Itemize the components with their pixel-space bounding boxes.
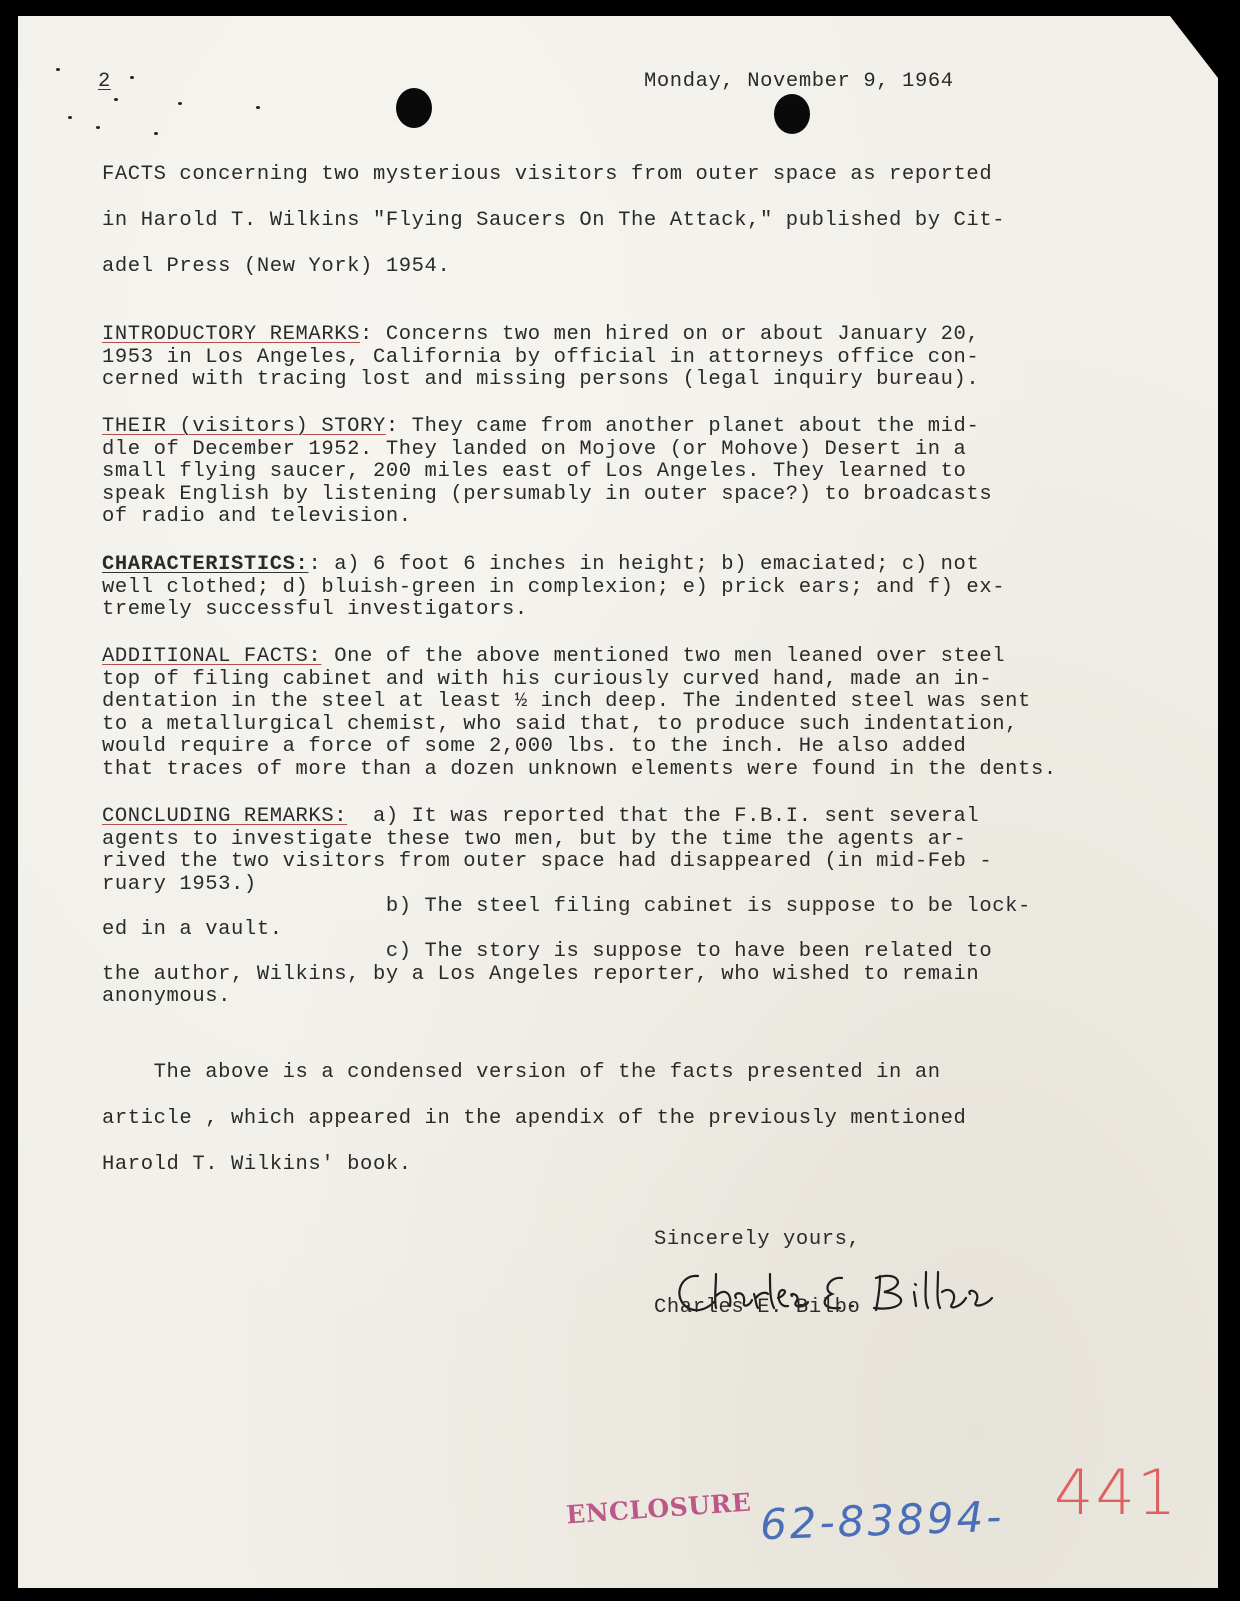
section-line: dentation in the steel at least ½ inch deep. The indented steel was sent (102, 690, 1031, 713)
speck (68, 116, 72, 119)
section-line: One of the above mentioned two men leaned over steel (321, 645, 1006, 668)
torn-corner (1170, 16, 1218, 78)
section-line: speak English by listening (persumably in outer space?) to broadcasts (102, 482, 993, 506)
section-line: agents to investigate these two men, but by the time the agents ar- (102, 827, 967, 851)
section-line: a) It was reported that the F.B.I. sent several (347, 805, 980, 828)
speck (178, 102, 182, 105)
page-number: 2 (98, 70, 111, 93)
section-line: : a) 6 foot 6 inches in height; b) emaciated; c) not (308, 553, 980, 576)
salutation: Sincerely yours, (654, 1228, 861, 1251)
section-line: the author, Wilkins, by a Los Angeles reporter, who wished to remain (102, 962, 980, 986)
intro-line: in Harold T. Wilkins "Flying Saucers On The Attack," published by Cit- (102, 209, 1006, 232)
section-line: b) The steel filing cabinet is suppose to be lock- (102, 895, 1031, 918)
section-heading: CHARACTERISTICS: (102, 553, 309, 576)
section-line: of radio and television. (102, 505, 412, 528)
file-number-handwritten: 62-83894- (759, 1491, 1006, 1550)
speck (154, 132, 158, 135)
punch-hole-right (774, 94, 810, 134)
speck (256, 106, 260, 109)
section-heading: THEIR (visitors) STORY (102, 415, 386, 438)
intro-line: adel Press (New York) 1954. (102, 255, 451, 278)
closing-line: article , which appeared in the apendix of the previously mentioned (102, 1107, 967, 1130)
punch-hole-left (396, 88, 432, 128)
typed-signature-name: Charles E. Bilbo (654, 1296, 861, 1319)
section-line: dle of December 1952. They landed on Mojove (or Mohove) Desert in a (102, 437, 967, 461)
section-introductory-remarks (102, 324, 979, 392)
closing-paragraph (102, 1050, 966, 1188)
letter-date: Monday, November 9, 1964 (644, 70, 954, 93)
section-additional-facts (102, 646, 1057, 781)
serial-number-handwritten: 441 (1054, 1456, 1179, 1529)
section-line: : Concerns two men hired on or about January 20, (360, 323, 980, 346)
section-characteristics (102, 554, 1005, 622)
section-line: c) The story is suppose to have been related to (102, 940, 993, 963)
intro-line: FACTS concerning two mysterious visitors from outer space as reported (102, 163, 993, 186)
section-line: well clothed; d) bluish-green in complexion; e) prick ears; and f) ex- (102, 575, 1006, 599)
section-line: anonymous. (102, 985, 232, 1008)
speck (114, 98, 118, 101)
closing-line: The above is a condensed version of the facts presented in an (102, 1061, 941, 1084)
section-concluding-remarks (102, 806, 1031, 1009)
section-line: ed in a vault. (102, 917, 283, 941)
closing-line: Harold T. Wilkins' book. (102, 1153, 412, 1176)
section-line: tremely successful investigators. (102, 598, 528, 621)
section-line: 1953 in Los Angeles, California by official in attorneys office con- (102, 345, 980, 369)
section-line: would require a force of some 2,000 lbs. to the inch. He also added (102, 735, 967, 758)
intro-paragraph (102, 152, 1005, 290)
section-line: : They came from another planet about the mid- (385, 415, 980, 438)
section-line: ruary 1953.) (102, 872, 257, 896)
section-line: to a metallurgical chemist, who said that, to produce such indentation, (102, 712, 1019, 736)
speck (130, 76, 134, 79)
speck (96, 126, 100, 129)
section-heading: INTRODUCTORY REMARKS (102, 323, 361, 346)
section-heading: ADDITIONAL FACTS: (102, 645, 322, 668)
section-line: top of filing cabinet and with his curiously curved hand, made an in- (102, 667, 993, 691)
section-their-story (102, 416, 992, 529)
section-line: small flying saucer, 200 miles east of Los Angeles. They learned to (102, 460, 967, 483)
section-line: cerned with tracing lost and missing persons (legal inquiry bureau). (102, 368, 980, 391)
section-line: rived the two visitors from outer space had disappeared (in mid-Feb - (102, 850, 993, 873)
enclosure-stamp: ENCLOSURE (565, 1487, 753, 1530)
document-page (18, 16, 1218, 1588)
speck (56, 68, 60, 71)
section-line: that traces of more than a dozen unknown elements were found in the dents. (102, 757, 1057, 781)
section-heading: CONCLUDING REMARKS: (102, 805, 348, 828)
